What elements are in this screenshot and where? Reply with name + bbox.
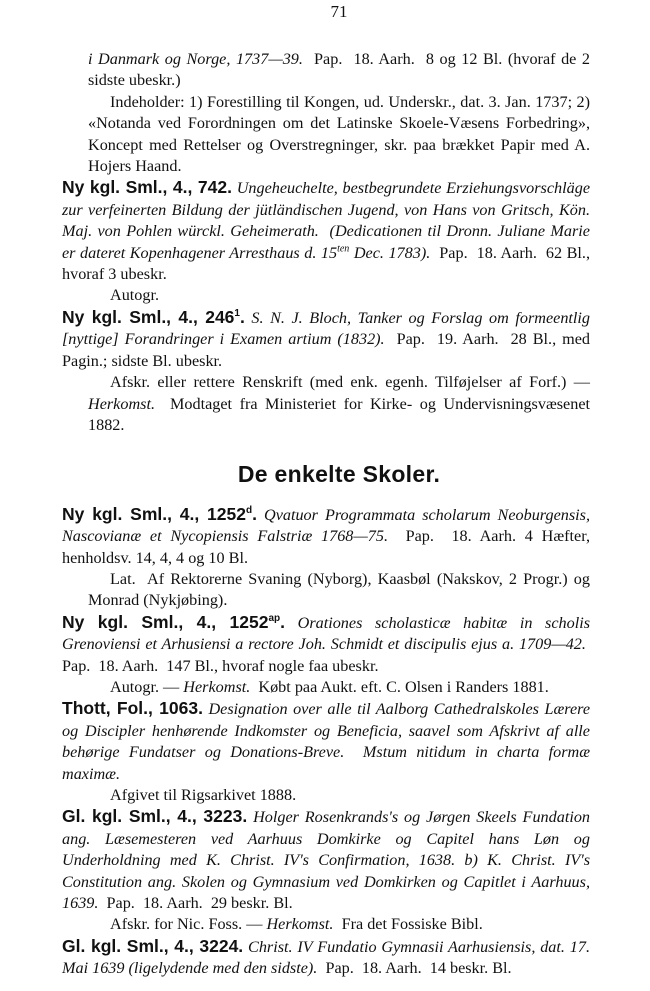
entry-head: Gl. kgl. Sml., 4., 3224. (62, 935, 244, 956)
entry-head: Gl. kgl. Sml., 4., 3223. (62, 806, 248, 827)
entry-head: Ny kgl. Sml., 4., 1252$^d$. (62, 503, 257, 524)
entry-1252ap: Ny kgl. Sml., 4., $1252^{ap}$. Orationes scholasticæ habitæ in scholis Grenoviensi et Arhusiensi a rectore Joh. Schmidt et discipulis ejus a. 1709—42. Pap. 18. Aarh. 147 Bl., hvoraf nogle faa ubeskr. (62, 611, 591, 675)
section-heading: De enkelte Skoler. (237, 461, 441, 488)
entry-742: Ny kgl. Sml., 4., 742. Ungeheuchelte, bestbegrundete Erziehungsvorschläge zur verfeinerten Bildung der jütländischen Jugend, von Hans von Gritsch, Kön. Maj. von Pohlen würckl. Geheimerath. (Dedicationen til Dronn. Juliane Marie er dateret Kopenhagener Arresthaus d. $15^{ten}$ Dec. 1783). Pap. 18. Aarh. 62 Bl., hvoraf 3 ubeskr. (62, 177, 591, 284)
entry-head: Ny kgl. Sml., 4., 742. (62, 177, 232, 198)
entry-note: Afgivet til Rigsarkivet 1888. (110, 786, 297, 804)
entry-note: Autogr. — Herkomst. Købt paa Aukt. eft. C. Olsen i Randers 1881. (110, 677, 549, 696)
entry-note: Afskr. eller rettere Renskrift (med enk. egenh. Tilføjelser af Forf.) — Herkomst. Modtaget fra Ministeriet for Kirke- og Undervisningsvæsenet 1882. (88, 373, 590, 434)
entry-thott-1063: Thott, Fol., 1063. Designation over alle til Aalborg Cathedralskoles Lærere og Discipler henhørende Indkomster og Beneficia, saavel som Afskrivt af alle behørige Fundatser og Donations-Breve. Mstum nitidum in charta formæ maximæ. (62, 698, 591, 783)
entry-246: Ny kgl. Sml., 4., $246^1$. S. N. J. Bloch, Tanker og Forslag om formeentlig [nyttige] Forandringer i Examen artium (1832). Pap. 19. Aarh. 28 Bl., med Pagin.; sidste Bl. ubeskr. (62, 306, 590, 370)
entry-head: Ny kgl. Sml., 4., $246^1$. (62, 306, 245, 327)
paragraph-contents: Indeholder: 1) Forestilling til Kongen, ud. Underskr., dat. 3. Jan. 1737; 2) «Notanda ved Forordningen om det Latinske Skoele-Væsens Forbedring», Koncept med Rettelser og Overstregninger, skr. paa brækket Papir med A. Hojers Haand. (88, 92, 590, 176)
entry-note: Lat. Af Rektorerne Svaning (Nyborg), Kaasbøl (Nakskov, 2 Progr.) og Monrad (Nykjøbing). (88, 569, 590, 610)
entry-3224: Gl. kgl. Sml., 4., 3224. Christ. IV Fundatio Gymnasii Aarhusiensis, dat. 17. Mai 1639 (ligelydende med den sidste). Pap. 18. Aarh. 14 beskr. Bl. (62, 935, 591, 978)
entry-note: Afskr. for Nic. Foss. — Herkomst. Fra det Fossiske Bibl. (110, 915, 483, 934)
entry-note: Autogr. (110, 286, 160, 305)
entry-3223: Gl. kgl. Sml., 4., 3223. Holger Rosenkrands's og Jørgen Skeels Fundation ang. Læsemesteren ved Aarhuus Domkirke og Capitel hans Løn og Underholdning med K. Christ. IV's Confirmation, 1638. b) K. Christ. IV's Constitution ang. Skolen og Gymnasium ved Domkirken og Capitlet i Aarhuus, 1639. Pap. 18. Aarh. 29 beskr. Bl. (62, 806, 591, 913)
paragraph-continuation: i Danmark og Norge, 1737—39. Pap. 18. Aarh. 8 og 12 Bl. (hvoraf de 2 sidste ubeskr.) (88, 50, 590, 90)
page-body (62, 49, 591, 980)
entry-1252d: Ny kgl. Sml., 4., 1252$^d$. Qvatuor Programmata scholarum Neoburgensis, Nascovianæ et Nycopiensis Falstriæ 1768—75. Pap. 18. Aarh. 4 Hæfter, henholdsv. 14, 4, 4 og 10 Bl. (62, 503, 591, 567)
entry-head: Thott, Fol., 1063. (62, 698, 203, 719)
page-number: 71 (330, 2, 348, 21)
entry-head: Ny kgl. Sml., 4., $1252^{ap}$. (62, 611, 285, 632)
